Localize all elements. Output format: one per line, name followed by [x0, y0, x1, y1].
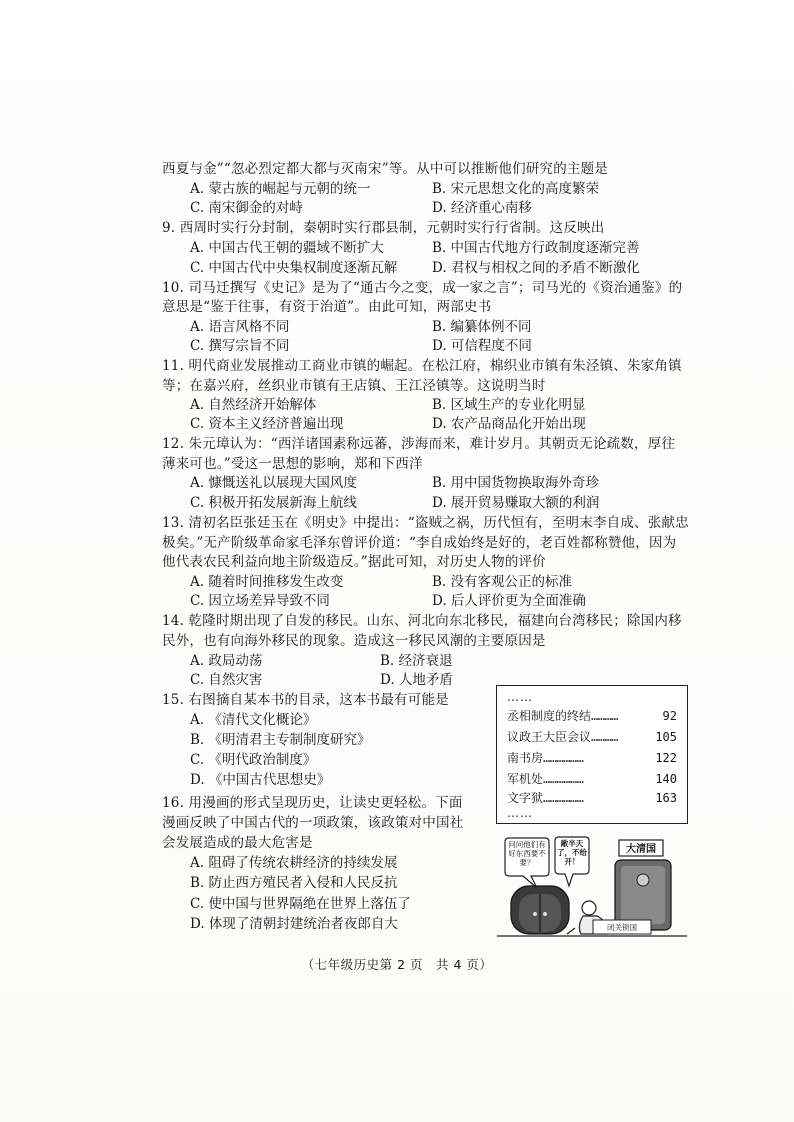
q10-stem-line2: 意思是“鉴于往事，有资于治道”。由此可知，两部史书 — [162, 299, 492, 315]
q14-stem-line1: 14. 乾隆时期出现了自发的移民。山东、河北向东北移民，福建向台湾移民；除国内移 — [162, 613, 682, 629]
q12-stem-line2: 薄来可也。”受这一思想的影响，郑和下西洋 — [162, 456, 423, 472]
page-footer: （七年级历史第 2 页 共 4 页） — [301, 957, 493, 972]
toc-row-title: 丞相制度的终结 — [507, 709, 592, 723]
toc-row-page: 105 — [655, 730, 677, 744]
policy-banner — [593, 920, 651, 934]
q16-stem-line3: 会发展造成的最大危害是 — [162, 835, 313, 851]
toc-row-page: 163 — [655, 791, 677, 805]
speech-right-text: 敞半天了，不给开！ — [557, 839, 587, 866]
toc-row — [507, 790, 677, 806]
q8-option-b[interactable]: B. 宋元思想文化的高度繁荣 — [432, 181, 600, 197]
q13-option-b[interactable]: B. 没有客观公正的标准 — [432, 574, 573, 590]
q13-option-d[interactable]: D. 后人评价更为全面准确 — [432, 593, 586, 609]
speech-left-text: 问问他们有好东西要不要？ — [508, 840, 546, 867]
q15-option-d[interactable]: D. 《中国古代思想史》 — [190, 772, 331, 788]
q8-option-c[interactable]: C. 南宋御金的对峙 — [190, 200, 303, 216]
q11-option-c[interactable]: C. 资本主义经济普遍出现 — [190, 416, 344, 432]
toc-row-title: 文字狱 — [507, 791, 544, 805]
q10-stem-line1: 10. 司马迁撰写《史记》是为了“通古今之变，成一家之言”；司马光的《资治通鉴》的 — [162, 280, 683, 296]
toc-row-page: 122 — [655, 751, 677, 765]
q9-option-a[interactable]: A. 中国古代王朝的疆域不断扩大 — [190, 240, 384, 256]
toc-ellipsis-top: …… — [507, 690, 533, 704]
q10-option-b[interactable]: B. 编纂体例不同 — [432, 319, 532, 335]
q14-option-b[interactable]: B. 经济衰退 — [380, 653, 453, 669]
q13-option-a[interactable]: A. 随着时间推移发生改变 — [190, 574, 344, 590]
q13-option-c[interactable]: C. 因立场差异导致不同 — [190, 593, 330, 609]
wall-gate-icon — [511, 886, 569, 934]
q15-option-c[interactable]: C. 《明代政治制度》 — [190, 752, 317, 768]
q16-option-d[interactable]: D. 体现了清朝封建统治者夜郎自大 — [190, 916, 398, 932]
q14-stem-line2: 民外，也有向海外移民的现象。造成这一移民风潮的主要原因是 — [162, 633, 546, 649]
q11-option-a[interactable]: A. 自然经济开始解体 — [190, 397, 317, 413]
q9-option-d[interactable]: D. 君权与相权之间的矛盾不断激化 — [432, 260, 640, 276]
toc-row-dots: ……………… — [543, 751, 584, 765]
q12-stem-line1: 12. 朱元璋认为：“西洋诸国素称远蕃，涉海而来，难计岁月。其朝贡无论疏数，厚往 — [162, 436, 676, 452]
q14-option-d[interactable]: D. 人地矛盾 — [380, 672, 453, 688]
speech-bubble-right — [555, 837, 589, 886]
q12-option-c[interactable]: C. 积极开拓发展新海上航线 — [190, 495, 357, 511]
q12-option-a[interactable]: A. 慷慨送礼以展现大国风度 — [190, 475, 357, 491]
q10-option-a[interactable]: A. 语言风格不同 — [190, 319, 290, 335]
q13-stem-line2: 极矣。”无产阶级革命家毛泽东曾评价道：“李自成始终是好的，老百姓都称赞他，因为 — [162, 535, 677, 551]
sign-board — [619, 840, 663, 856]
q9-option-c[interactable]: C. 中国古代中央集权制度逐渐瓦解 — [190, 260, 398, 276]
toc-row — [507, 750, 677, 766]
toc-row-title: 军机处 — [507, 772, 544, 786]
closed-door-policy-cartoon — [497, 836, 687, 940]
q14-option-c[interactable]: C. 自然灾害 — [190, 672, 263, 688]
toc-row — [507, 771, 677, 787]
q13-stem-line1: 13. 清初名臣张廷玉在《明史》中提出：“盗贼之祸，历代恒有，至明末李自成、张献忠 — [162, 515, 689, 531]
toc-row-dots: ………… — [591, 709, 618, 723]
q10-option-d[interactable]: D. 可信程度不同 — [432, 338, 532, 354]
sign-text: 大清国 — [626, 844, 656, 855]
toc-row-title: 议政王大臣会议 — [507, 730, 592, 744]
q12-option-b[interactable]: B. 用中国货物换取海外奇珍 — [432, 475, 600, 491]
q11-option-b[interactable]: B. 区域生产的专业化明显 — [432, 397, 586, 413]
q15-option-a[interactable]: A. 《清代文化概论》 — [190, 712, 317, 728]
q16-option-a[interactable]: A. 阻碍了传统农耕经济的持续发展 — [190, 855, 398, 871]
toc-row — [507, 708, 677, 724]
toc-row-page: 92 — [662, 709, 677, 723]
toc-row-dots: ……………… — [543, 772, 584, 786]
q8-option-d[interactable]: D. 经济重心南移 — [432, 200, 532, 216]
q11-stem-line2: 等；在嘉兴府，丝织业市镇有王店镇、王江泾镇等。这说明当时 — [162, 378, 546, 394]
toc-ellipsis-bottom: …… — [507, 806, 533, 820]
q10-option-c[interactable]: C. 撰写宗旨不同 — [190, 338, 290, 354]
q9-stem: 9. 西周时实行分封制，秦朝时实行郡县制，元朝时实行行省制。这反映出 — [162, 220, 605, 236]
toc-row-title: 南书房 — [507, 751, 544, 765]
book-contents-box — [496, 685, 688, 824]
toc-row-dots: ………… — [591, 730, 618, 744]
q16-option-c[interactable]: C. 使中国与世界隔绝在世界上落伍了 — [190, 896, 411, 912]
q11-option-d[interactable]: D. 农产品商品化开始出现 — [432, 416, 586, 432]
q13-stem-line3: 他代表农民利益向地主阶级造反。”据此可知，对历史人物的评价 — [162, 554, 546, 570]
q16-stem-line1: 16. 用漫画的形式呈现历史，让读史更轻松。下面 — [162, 795, 463, 811]
speech-bubble-left — [505, 838, 549, 888]
q9-option-b[interactable]: B. 中国古代地方行政制度逐渐完善 — [432, 240, 640, 256]
toc-row — [507, 729, 677, 745]
q15-option-b[interactable]: B. 《明清君主专制制度研究》 — [190, 732, 371, 748]
toc-row-page: 140 — [655, 772, 677, 786]
q8-stem: 西夏与金”“忽必烈定都大都与灭南宋”等。从中可以推断他们研究的主题是 — [162, 161, 609, 177]
toc-row-dots: ……………… — [543, 791, 584, 805]
q14-option-a[interactable]: A. 政局动荡 — [190, 653, 263, 669]
q11-stem-line1: 11. 明代商业发展推动工商业市镇的崛起。在松江府，棉织业市镇有朱泾镇、朱家角镇 — [162, 358, 682, 374]
q16-option-b[interactable]: B. 防止西方殖民者入侵和人民反抗 — [190, 875, 398, 891]
q15-stem: 15. 右图摘自某本书的目录，这本书最有可能是 — [162, 692, 449, 708]
q16-stem-line2: 漫画反映了中国古代的一项政策，该政策对中国社 — [162, 815, 464, 831]
q12-option-d[interactable]: D. 展开贸易赚取大额的利润 — [432, 495, 600, 511]
q8-option-a[interactable]: A. 蒙古族的崛起与元朝的统一 — [190, 181, 371, 197]
banner-text: 闭关锁国 — [607, 923, 637, 932]
